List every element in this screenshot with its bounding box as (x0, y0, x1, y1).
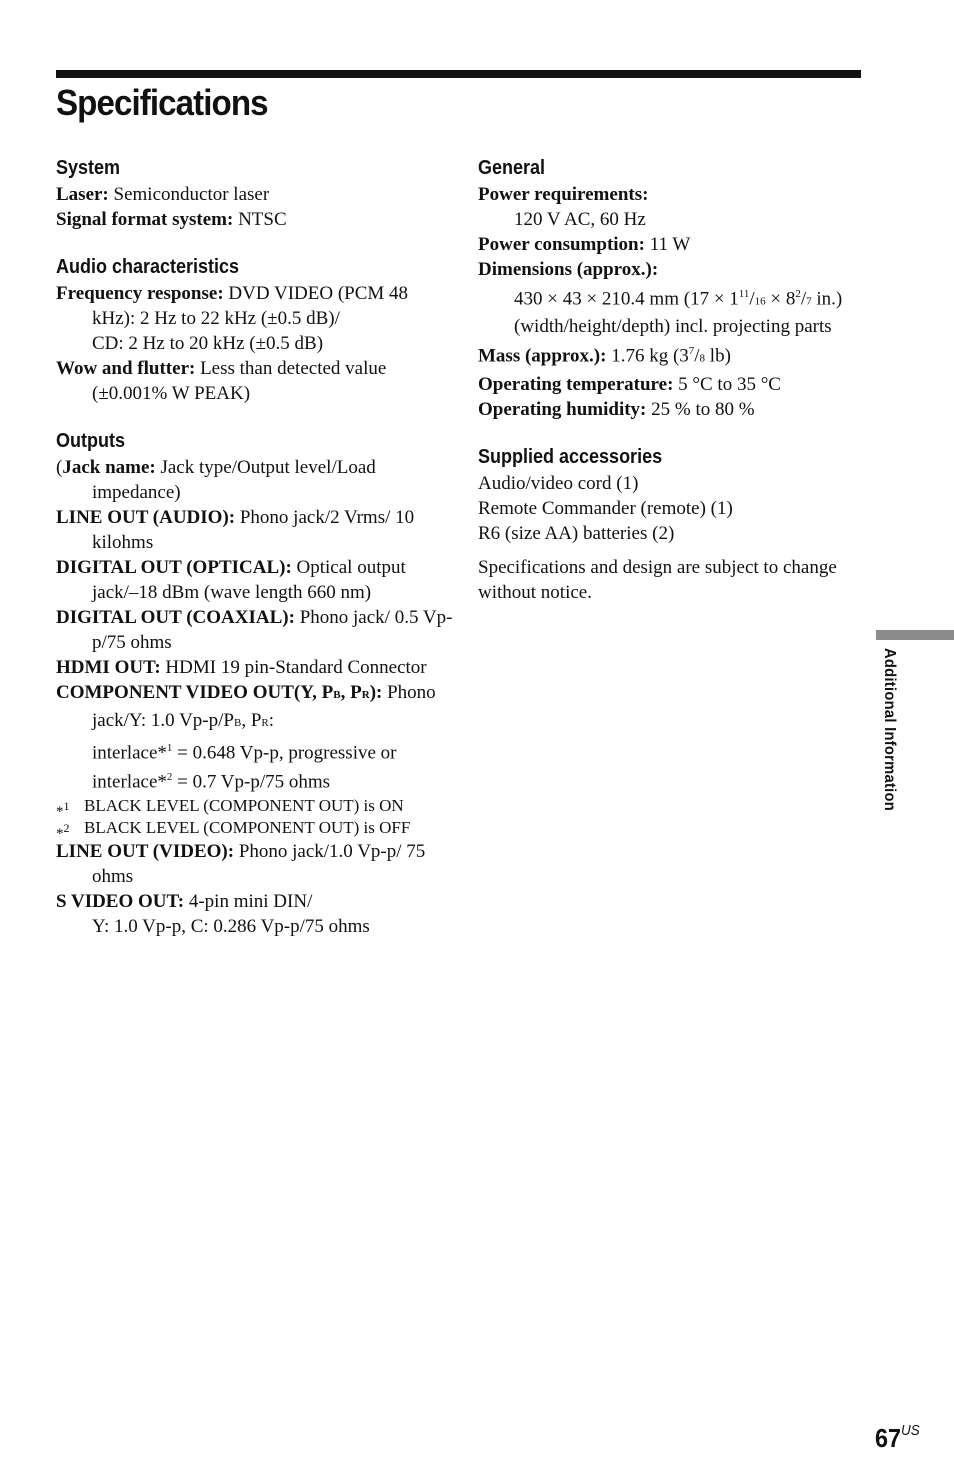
coaxial-label: DIGITAL OUT (COAXIAL): (56, 607, 295, 628)
line-video-spec (56, 839, 456, 889)
component-sub-r: R (361, 689, 370, 701)
mass-label: Mass (approx.): (478, 345, 607, 367)
accessories-section (478, 443, 868, 605)
jack-open: ( (56, 457, 63, 478)
line-audio-label: LINE OUT (AUDIO): (56, 507, 236, 528)
coaxial-value: Phono jack/ 0.5 Vp-p/75 ohms (92, 607, 453, 653)
signal-spec (56, 207, 456, 232)
audio-heading: Audio characteristics (56, 256, 240, 278)
component-v2: interlace* (92, 742, 167, 764)
component-v1-sub-r: R (261, 717, 269, 729)
wow-label: Wow and flutter: (56, 358, 196, 379)
humidity-value: 25 % to 80 % (646, 398, 755, 420)
accessory-item: Remote Commander (remote) (1) (478, 497, 733, 519)
dims-e: in.) (width/height/depth) incl. projecting parts (514, 288, 843, 338)
dims-sub2: 7 (806, 295, 812, 308)
frequency-label: Frequency response: (56, 283, 224, 304)
title-rule (56, 70, 861, 78)
general-heading: General (478, 157, 546, 179)
frequency-spec (56, 281, 456, 331)
footnote-2 (56, 817, 456, 842)
system-section (56, 154, 456, 232)
component-label (56, 682, 382, 703)
hdmi-value: HDMI 19 pin-Standard Connector (160, 657, 427, 678)
page-title: Specifications (56, 82, 268, 123)
line-audio-spec (56, 505, 456, 555)
footnote-2-sup: 2 (63, 820, 70, 835)
power-req-label: Power requirements: (478, 184, 649, 205)
wow-value: Less than detected value (±0.001% W PEAK) (92, 358, 387, 404)
laser-value: Semiconductor laser (108, 184, 270, 205)
mass-sup: 7 (688, 345, 695, 358)
humidity-label: Operating humidity: (478, 398, 647, 420)
dims-value (478, 282, 868, 339)
footnote-1-sup: 1 (63, 798, 70, 813)
right-column (478, 154, 868, 626)
component-v1: Phono jack/Y: 1.0 Vp-p/P (92, 682, 436, 731)
optical-label: DIGITAL OUT (OPTICAL): (56, 557, 292, 578)
component-v2-sup: 1 (166, 742, 173, 754)
component-label-a: COMPONENT VIDEO OUT(Y, P (56, 682, 334, 703)
mass-b: / (694, 345, 700, 367)
line-audio-value: Phono jack/2 Vrms/ 10 kilohms (92, 507, 415, 553)
footnote-2-star: * (56, 825, 64, 842)
component-v2-b: = 0.648 Vp-p, progressive or (172, 742, 397, 764)
power-cons-label: Power consumption: (478, 234, 645, 255)
outputs-heading: Outputs (56, 430, 125, 452)
audio-section (56, 253, 456, 406)
component-label-d: ): (369, 682, 383, 703)
line-video-label: LINE OUT (VIDEO): (56, 840, 235, 862)
dims-d: / (800, 288, 807, 310)
footnote-2-mark (56, 817, 70, 845)
jack-label: Jack name: (62, 457, 156, 478)
footnote-1 (56, 795, 456, 820)
mass-c: lb) (705, 345, 731, 367)
accessories-heading: Supplied accessories (478, 445, 663, 468)
component-label-c: , P (340, 682, 362, 703)
system-heading: System (56, 157, 121, 179)
svideo-value: 4-pin mini DIN/ (184, 890, 313, 912)
component-v3-b: = 0.7 Vp-p/75 ohms (172, 771, 331, 793)
jack-value: Jack type/Output level/Load impedance) (92, 457, 376, 503)
jack-legend (56, 455, 456, 505)
coaxial-spec (56, 605, 456, 655)
signal-label: Signal format system: (56, 209, 234, 230)
signal-value: NTSC (233, 209, 287, 230)
footnote-2-text: BLACK LEVEL (COMPONENT OUT) is OFF (84, 817, 411, 837)
wow-spec (56, 356, 456, 406)
temp-value: 5 °C to 35 °C (673, 373, 781, 395)
component-v1-sub-b: B (233, 717, 242, 729)
dims-b: / (749, 288, 755, 310)
svideo-spec (56, 889, 456, 914)
frequency-cd: CD: 2 Hz to 20 kHz (±0.5 dB) (92, 333, 324, 354)
accessories-note: Specifications and design are subject to change without notice. (478, 556, 837, 603)
left-column (56, 154, 456, 960)
outputs-section (56, 427, 456, 939)
component-spec (56, 680, 456, 795)
accessory-item: Audio/video cord (1) (478, 472, 639, 494)
power-cons-spec (478, 232, 868, 257)
page-suffix: US (901, 1422, 920, 1439)
line-video-value: Phono jack/1.0 Vp-p/ 75 ohms (92, 840, 426, 887)
svideo-label: S VIDEO OUT: (56, 890, 185, 912)
temp-label: Operating temperature: (478, 373, 674, 395)
dims-sub1: 16 (754, 295, 766, 308)
component-v3: interlace* (92, 771, 167, 793)
general-section (478, 154, 868, 422)
side-tab-label: Additional Information (881, 648, 898, 812)
dims-a: 430 × 43 × 210.4 mm (17 × 1 (514, 288, 739, 310)
footnote-1-star: * (56, 803, 64, 820)
hdmi-label: HDMI OUT: (56, 657, 161, 678)
mass-spec (478, 339, 868, 371)
mass-sub: 8 (699, 352, 706, 365)
side-tab-bar (876, 630, 954, 640)
footnote-1-text: BLACK LEVEL (COMPONENT OUT) is ON (84, 795, 404, 815)
dims-sup2: 2 (795, 288, 801, 300)
optical-value: Optical output jack/–18 dBm (wave length 660 nm) (92, 557, 406, 603)
component-v1-b: , P (241, 710, 262, 731)
laser-label: Laser: (56, 184, 109, 205)
component-v1-c: : (268, 710, 275, 731)
dims-sup1: 11 (738, 288, 750, 300)
laser-spec (56, 182, 456, 207)
component-v3-sup: 2 (166, 771, 173, 784)
dims-c: × 8 (765, 288, 796, 310)
page-number-value: 67 (875, 1423, 902, 1453)
accessory-item: R6 (size AA) batteries (2) (478, 522, 675, 544)
power-cons-value: 11 W (644, 234, 691, 255)
power-req-value: 120 V AC, 60 Hz (514, 209, 646, 230)
mass-a: 1.76 kg (3 (606, 345, 689, 367)
hdmi-spec (56, 655, 456, 680)
humidity-spec (478, 397, 868, 422)
page-number (875, 1422, 920, 1454)
dims-label: Dimensions (approx.): (478, 259, 659, 280)
svideo-levels: Y: 1.0 Vp-p, C: 0.286 Vp-p/75 ohms (92, 915, 370, 937)
optical-spec (56, 555, 456, 605)
component-sub-b: B (333, 689, 341, 701)
frequency-value: DVD VIDEO (PCM 48 kHz): 2 Hz to 22 kHz (±0.5 dB)/ (92, 283, 409, 329)
temp-spec (478, 372, 868, 397)
